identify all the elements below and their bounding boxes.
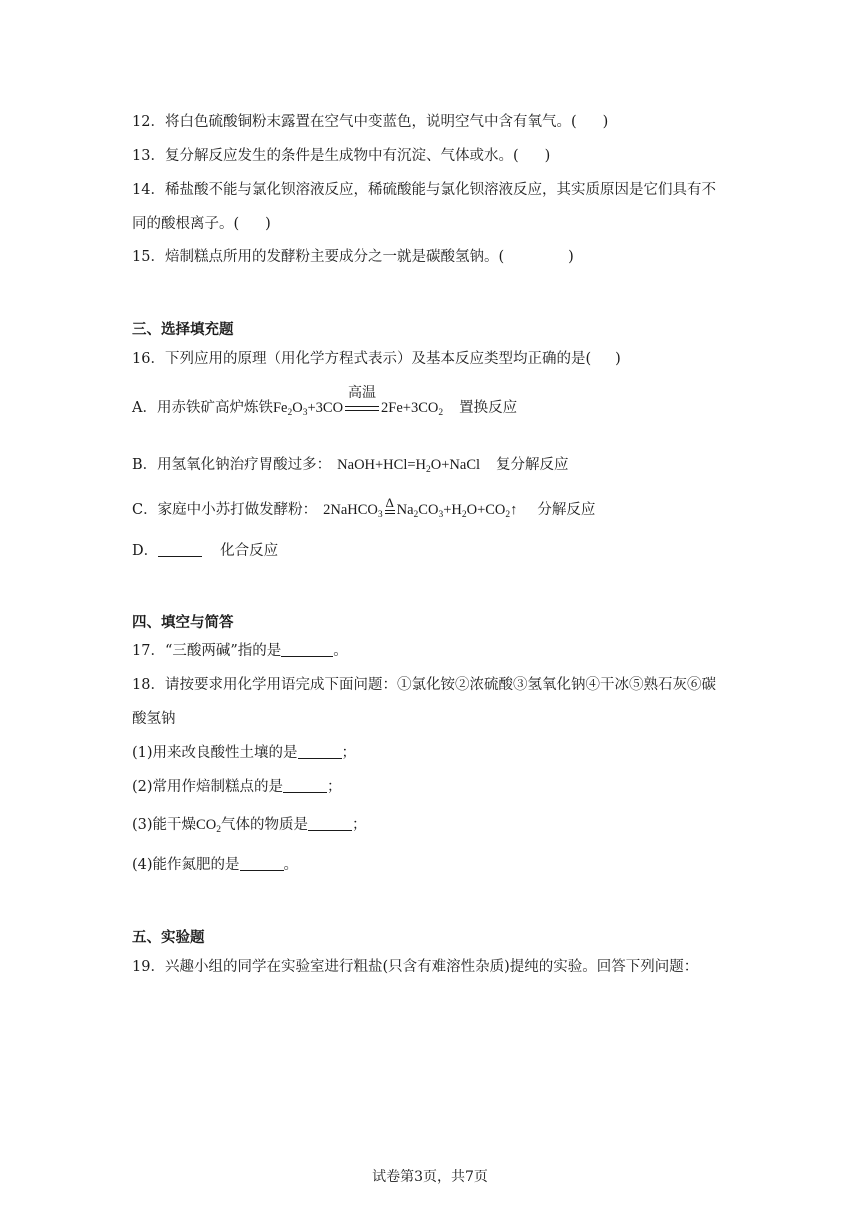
question-18-part-4 xyxy=(132,855,298,875)
question-18-text-2: 酸氢钠 xyxy=(132,711,176,727)
part-2-text: (2)常用作焙制糕点的是 xyxy=(132,779,284,795)
gas-arrow-icon: ↑ xyxy=(510,502,518,518)
question-18-part-2 xyxy=(132,777,342,797)
option-a-type: 置换反应 xyxy=(459,400,518,416)
option-a-label: A．用赤铁矿高炉炼铁 xyxy=(132,400,273,416)
section-3-heading: 三、选择填充题 xyxy=(132,322,234,338)
option-c xyxy=(132,495,596,520)
question-14-line-1 xyxy=(132,180,716,200)
option-b xyxy=(132,455,569,475)
part-3-blank[interactable] xyxy=(308,816,352,831)
question-14-close: ) xyxy=(265,216,271,232)
option-c-label: C．家庭中小苏打做发酵粉： xyxy=(132,502,318,518)
question-12-text: 12．将白色硫酸铜粉末露置在空气中变蓝色，说明空气中含有氧气。( xyxy=(132,114,577,130)
question-17-text: 17．“三酸两碱”指的是 xyxy=(132,643,282,659)
question-18-part-1 xyxy=(132,743,356,763)
question-18-part-3 xyxy=(132,815,366,835)
question-14-text-2: 同的酸根离子。( xyxy=(132,216,240,232)
question-16-stem xyxy=(132,349,621,369)
question-12-close: ) xyxy=(602,114,609,130)
option-a-equation: $Fe_2O_3+3CO$ 高温 $2Fe+3CO_2$ xyxy=(272,386,444,418)
part-3-end: ； xyxy=(351,817,367,833)
question-13-close: ) xyxy=(544,148,551,164)
option-d-label: D． xyxy=(132,543,159,559)
section-5-heading: 五、实验题 xyxy=(132,930,205,946)
question-17-blank[interactable] xyxy=(281,642,333,657)
question-14-text-1: 14．稀盐酸不能与氯化钡溶液反应，稀硫酸能与氯化钡溶液反应，其实质原因是它们具有不 xyxy=(132,182,716,198)
part-2-blank[interactable] xyxy=(283,778,327,793)
question-14-line-2 xyxy=(132,214,271,234)
reaction-condition-high-temp: 高温 xyxy=(345,398,379,418)
option-b-type: 复分解反应 xyxy=(496,457,569,473)
part-1-end: ； xyxy=(341,745,357,761)
part-1-blank[interactable] xyxy=(298,744,342,759)
co2-formula: $CO_2$ xyxy=(196,817,221,835)
question-16-text: 16．下列应用的原理（用化学方程式表示）及基本反应类型均正确的是( xyxy=(132,351,592,367)
part-1-text: (1)用来改良酸性土壤的是 xyxy=(132,745,298,761)
section-4-heading: 四、填空与简答 xyxy=(132,615,234,631)
question-15 xyxy=(132,247,574,267)
option-b-equation: $NaOH+HCl=H_2O+NaCl$ xyxy=(337,457,481,475)
part-3-text: (3)能干燥 xyxy=(132,817,197,833)
question-15-close: ) xyxy=(568,249,574,265)
part-2-end: ； xyxy=(327,779,342,795)
option-d-blank[interactable] xyxy=(158,542,202,557)
option-c-type: 分解反应 xyxy=(537,502,596,518)
question-13 xyxy=(132,146,550,166)
question-19 xyxy=(132,957,698,977)
part-4-end: 。 xyxy=(283,857,299,873)
part-3-text-2: 气体的物质是 xyxy=(220,817,308,833)
question-19-text: 19．兴趣小组的同学在实验室进行粗盐(只含有难溶性杂质)提纯的实验。回答下列问题： xyxy=(132,959,699,975)
question-18-text-1: 18．请按要求用化学用语完成下面问题：①氯化铵②浓硫酸③氢氧化钠④干冰⑤熟石灰⑥碳 xyxy=(132,677,716,693)
part-4-blank[interactable] xyxy=(240,856,284,871)
question-17-end: 。 xyxy=(333,643,348,659)
part-4-text: (4)能作氮肥的是 xyxy=(132,857,240,873)
question-15-text: 15．焙制糕点所用的发酵粉主要成分之一就是碳酸氢钠。( xyxy=(132,249,505,265)
option-d-type: 化合反应 xyxy=(220,543,279,559)
option-c-equation: 2NaHCO$_3$ Δ $Na_2CO_3+H_2O+CO_2↑$ xyxy=(323,495,518,520)
reaction-condition-heat: Δ xyxy=(384,500,396,520)
question-13-text: 13．复分解反应发生的条件是生成物中有沉淀、气体或水。( xyxy=(132,148,519,164)
option-d xyxy=(132,541,278,561)
question-18-line-1 xyxy=(132,675,716,695)
question-18-line-2 xyxy=(132,709,176,729)
question-12 xyxy=(132,112,608,132)
question-16-close: ) xyxy=(615,351,621,367)
option-b-label: B．用氢氧化钠治疗胃酸过多： xyxy=(132,457,332,473)
option-a xyxy=(132,386,518,418)
question-17 xyxy=(132,641,348,661)
page-footer: 试卷第3页，共7页 xyxy=(372,1169,488,1185)
